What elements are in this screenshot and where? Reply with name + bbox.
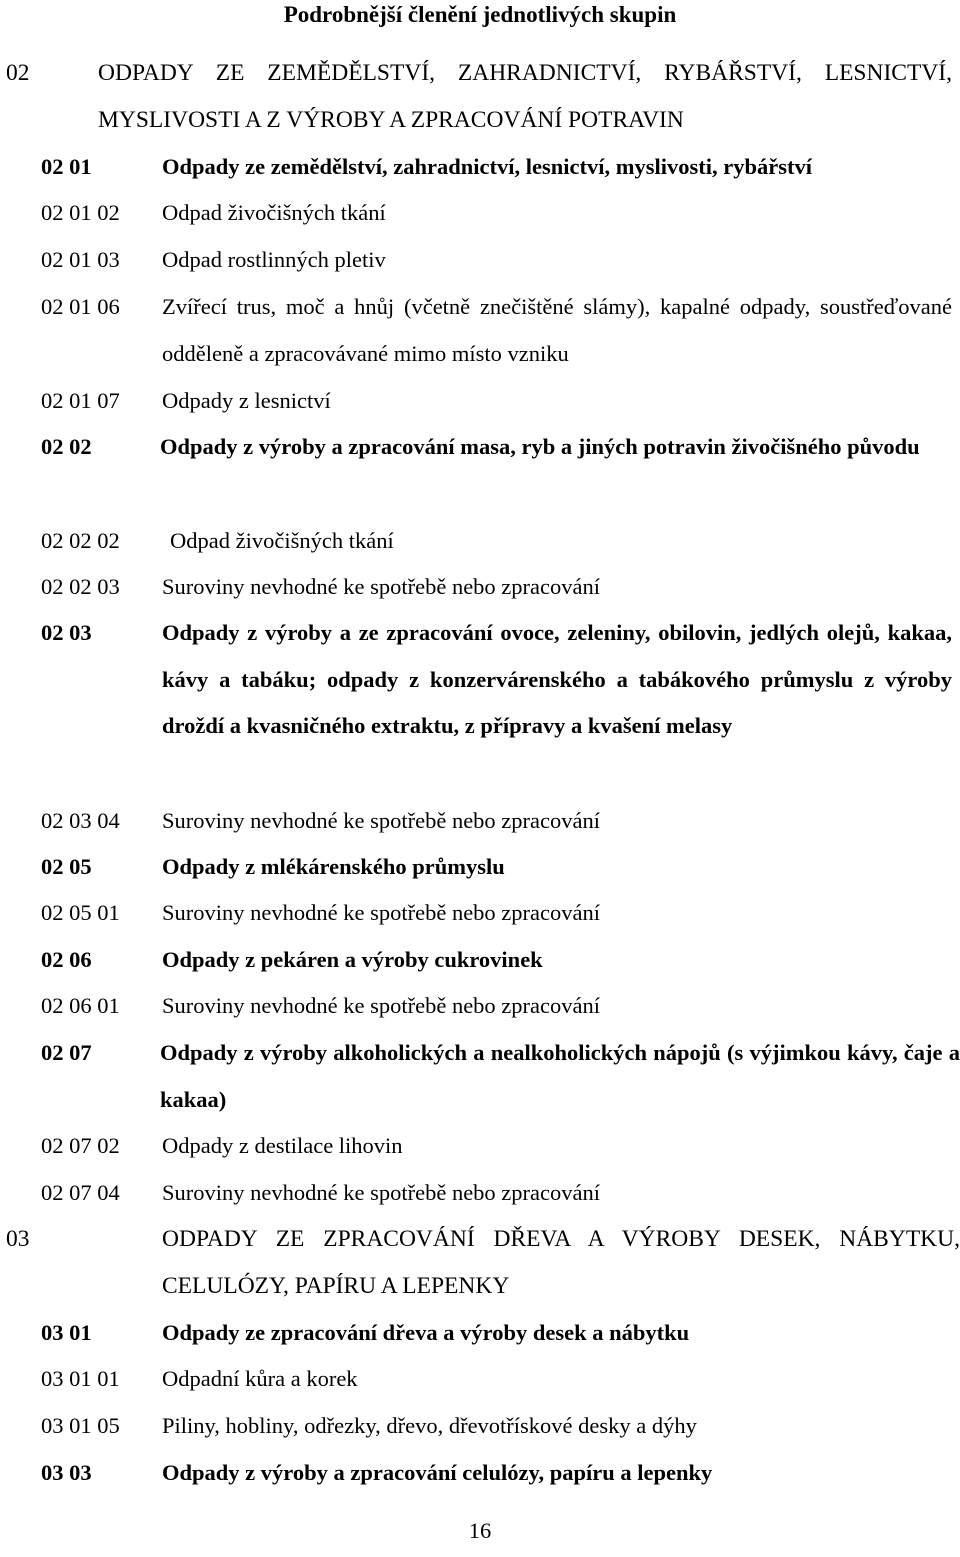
- item-text: Suroviny nevhodné ke spotřebě nebo zpracování: [162, 993, 600, 1018]
- item-text: Zvířecí trus, moč a hnůj (včetně znečištěné slámy), kapalné odpady, soustřeďované odděleně a zpracovávané mimo místo vzniku: [162, 294, 952, 366]
- subgroup-title: Odpady z mlékárenského průmyslu: [162, 854, 505, 879]
- subgroup-title: Odpady ze zpracování dřeva a výroby desek a nábytku: [162, 1320, 690, 1345]
- subgroup-code: 03 03: [41, 1460, 92, 1485]
- group-code: 03: [6, 1226, 30, 1252]
- item-text: Odpady z destilace lihovin: [162, 1133, 403, 1158]
- group-code: 02: [6, 60, 30, 86]
- subgroup-code: 02 03: [41, 620, 92, 645]
- item-text: Odpad živočišných tkání: [170, 528, 394, 553]
- subgroup-title: Odpady z výroby a zpracování celulózy, papíru a lepenky: [162, 1460, 713, 1485]
- item-row: [0, 237, 960, 283]
- item-text: Piliny, hobliny, odřezky, dřevo, dřevotřískové desky a dýhy: [162, 1413, 697, 1438]
- subgroup-row: [0, 844, 960, 890]
- item-text: Odpad živočišných tkání: [162, 200, 386, 225]
- item-code: 02 02 02: [41, 528, 120, 553]
- page-title: Podrobnější členění jednotlivých skupin: [283, 2, 677, 27]
- group-title: ODPADY ZE ZPRACOVÁNÍ DŘEVA A VÝROBY DESEK, NÁBYTKU, CELULÓZY, PAPÍRU A LEPENKY: [162, 1226, 960, 1299]
- item-code: 03 01 05: [41, 1413, 120, 1438]
- item-code: 03 01 01: [41, 1366, 120, 1391]
- item-row: [0, 1170, 960, 1216]
- item-text: Suroviny nevhodné ke spotřebě nebo zpracování: [162, 900, 600, 925]
- item-row: [0, 798, 960, 844]
- subgroup-code: 02 01: [41, 154, 92, 179]
- subgroup-code: 02 05: [41, 854, 92, 879]
- item-code: 02 01 02: [41, 200, 120, 225]
- subgroup-row: [0, 144, 960, 190]
- item-row: [0, 983, 960, 1029]
- subgroup-code: 03 01: [41, 1320, 92, 1345]
- item-text: Suroviny nevhodné ke spotřebě nebo zpracování: [162, 808, 600, 833]
- page-number: 16: [468, 1518, 492, 1543]
- item-row: [0, 564, 960, 610]
- item-row: [0, 890, 960, 936]
- subgroup-code: 02 06: [41, 947, 92, 972]
- subgroup-row: [0, 1450, 960, 1496]
- subgroup-title: Odpady z pekáren a výroby cukrovinek: [162, 947, 543, 972]
- item-code: 02 05 01: [41, 900, 120, 925]
- subgroup-row: [0, 610, 960, 798]
- item-code: 02 03 04: [41, 808, 120, 833]
- item-text: Suroviny nevhodné ke spotřebě nebo zpracování: [162, 574, 600, 599]
- subgroup-title: Odpady z výroby a ze zpracování ovoce, zeleniny, obilovin, jedlých olejů, kakaa, kávy a tabáku; odpady z konzervárenského a tabákového průmyslu z výroby droždí a kvasničného extraktu, z přípravy a kvašení melasy: [162, 620, 952, 739]
- item-code: 02 02 03: [41, 574, 120, 599]
- item-text: Odpad rostlinných pletiv: [162, 247, 386, 272]
- item-row: [0, 378, 960, 424]
- item-text: Odpadní kůra a korek: [162, 1366, 358, 1391]
- group-row-03: [0, 1216, 960, 1310]
- subgroup-row: [0, 1030, 960, 1124]
- subgroup-title: Odpady z výroby a zpracování masa, ryb a jiných potravin živočišného původu: [160, 434, 920, 459]
- item-code: 02 01 06: [41, 294, 120, 319]
- group-title: ODPADY ZE ZEMĚDĚLSTVÍ, ZAHRADNICTVÍ, RYBÁŘSTVÍ, LESNICTVÍ, MYSLIVOSTI A Z VÝROBY A ZPRACOVÁNÍ POTRAVIN: [98, 60, 952, 133]
- item-code: 02 07 04: [41, 1180, 120, 1205]
- subgroup-row: [0, 424, 960, 518]
- subgroup-code: 02 02: [41, 434, 92, 459]
- item-row: [0, 1356, 960, 1402]
- subgroup-title: Odpady z výroby alkoholických a nealkoholických nápojů (s výjimkou kávy, čaje a kakaa): [160, 1040, 960, 1112]
- item-row: [0, 1403, 960, 1449]
- item-code: 02 07 02: [41, 1133, 120, 1158]
- subgroup-row: [0, 1310, 960, 1356]
- group-row-02: [0, 50, 960, 144]
- item-row: [0, 518, 960, 564]
- item-row: [0, 190, 960, 236]
- item-code: 02 01 03: [41, 247, 120, 272]
- item-code: 02 06 01: [41, 993, 120, 1018]
- subgroup-row: [0, 937, 960, 983]
- subgroup-title: Odpady ze zemědělství, zahradnictví, lesnictví, myslivosti, rybářství: [162, 154, 812, 179]
- subgroup-code: 02 07: [41, 1040, 92, 1065]
- item-row: [0, 284, 960, 378]
- item-text: Odpady z lesnictví: [162, 388, 331, 413]
- item-row: [0, 1123, 960, 1169]
- item-text: Suroviny nevhodné ke spotřebě nebo zpracování: [162, 1180, 600, 1205]
- item-code: 02 01 07: [41, 388, 120, 413]
